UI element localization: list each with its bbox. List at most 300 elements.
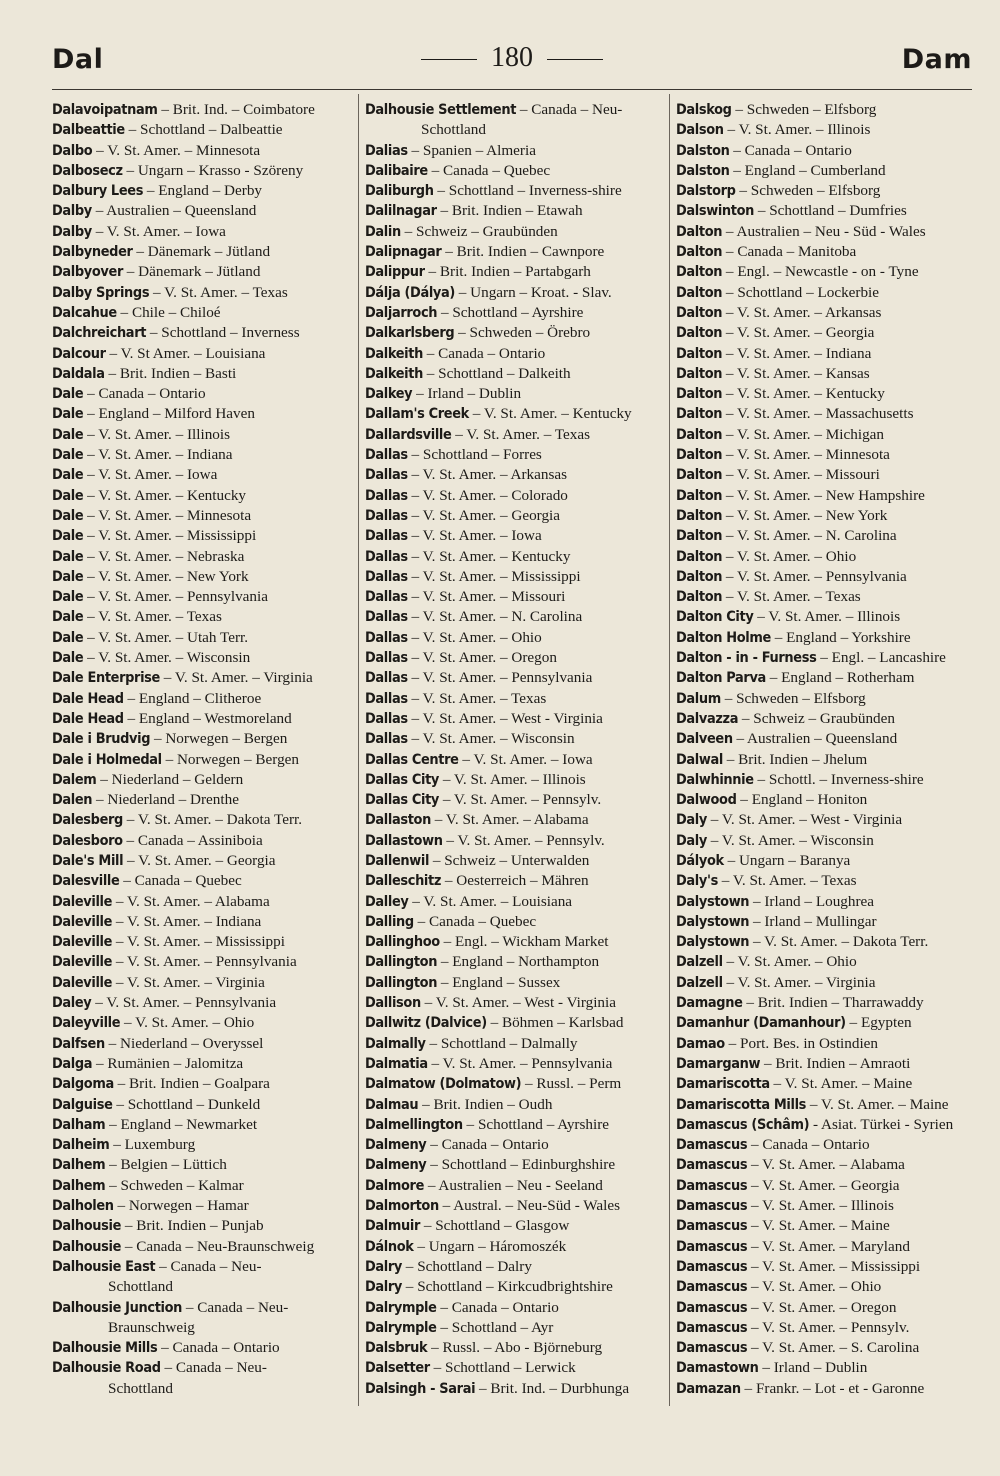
- entry-location: – V. St. Amer. – Utah Terr.: [83, 628, 249, 646]
- entry-location: – V. St. Amer. – Mississippi: [747, 1257, 921, 1275]
- entry-location: – Australien – Queensland: [91, 202, 257, 220]
- entry-location: – V. St. Amer. – Oregon: [747, 1298, 897, 1316]
- entry-headword: Dalzell: [676, 954, 723, 971]
- gazetteer-entry: [676, 912, 976, 932]
- entry-location: – Schottl. – Inverness-shire: [753, 770, 924, 788]
- entry-headword: Dale's Mill: [52, 852, 124, 869]
- entry-location: – England – Westmoreland: [123, 709, 292, 727]
- entry-headword: Dalton: [676, 304, 723, 321]
- entry-location: – Schweden – Elfsborg: [720, 689, 866, 707]
- gazetteer-entry: [676, 384, 976, 404]
- gazetteer-entry: [52, 465, 352, 485]
- entry-headword: Damascus: [676, 1218, 748, 1235]
- gazetteer-entry: [676, 1237, 976, 1257]
- gazetteer-entry: [676, 810, 976, 830]
- gazetteer-entry: [365, 547, 665, 567]
- entry-location: - Asiat. Türkei - Syrien: [809, 1115, 954, 1133]
- entry-location: – V. St. Amer. – Illinois: [753, 608, 901, 626]
- entry-headword: Dalbosecz: [52, 162, 123, 179]
- entry-location: – Schweden – Elfsborg: [731, 101, 877, 118]
- entry-location: – Dänemark – Jütland: [122, 263, 261, 281]
- entry-location: – Oesterreich – Mähren: [441, 872, 589, 890]
- entry-headword: Dalystown: [676, 934, 750, 951]
- gazetteer-entry: [52, 486, 352, 506]
- entry-headword: Dalcour: [52, 345, 106, 362]
- entry-location: – Canada – Ontario: [729, 141, 852, 159]
- entry-location: – Russl. – Abo - Björneburg: [427, 1339, 603, 1357]
- gazetteer-entry: [365, 404, 665, 424]
- entry-location: – V. St. Amer. – Texas: [149, 283, 288, 301]
- header-dash-right: [547, 59, 603, 61]
- entry-headword: Dalmatow (Dolmatow): [365, 1076, 522, 1093]
- entry-location: – Schottland – Lerwick: [429, 1359, 576, 1377]
- entry-location: – Schottland – Ayr: [436, 1318, 554, 1336]
- gazetteer-entry: [52, 932, 352, 952]
- entry-headword: Dale: [52, 467, 84, 484]
- entry-headword: Dallas Centre: [365, 751, 459, 768]
- gazetteer-entry: [365, 810, 665, 830]
- entry-headword: Dályok: [676, 852, 724, 869]
- entry-headword: Dale: [52, 629, 84, 646]
- entry-headword: Dalhousie Road: [52, 1360, 161, 1377]
- gazetteer-entry: [52, 973, 352, 993]
- header-dash-left: [421, 59, 477, 61]
- gazetteer-entry: [52, 810, 352, 830]
- entry-headword: Dalesboro: [52, 832, 123, 849]
- entry-headword: Dale: [52, 609, 84, 626]
- entry-location: – Schottland – Kirkcudbrightshire: [402, 1278, 613, 1296]
- gazetteer-entry: [676, 1074, 976, 1094]
- entry-headword: Dalton: [676, 244, 723, 261]
- gazetteer-entry: [52, 1054, 352, 1074]
- gazetteer-entry: [52, 770, 352, 790]
- entry-headword: Dálnok: [365, 1238, 414, 1255]
- entry-location: – V. St. Amer. – New York: [722, 506, 888, 524]
- entry-location: – Frankr. – Lot - et - Garonne: [740, 1379, 925, 1397]
- entry-location: – V. St. Amer. – Dakota Terr.: [749, 933, 929, 951]
- gazetteer-entry: [365, 526, 665, 546]
- gazetteer-entry: [676, 1054, 976, 1074]
- entry-location: – V. St. Amer. – N. Carolina: [722, 527, 897, 545]
- gazetteer-entry: [365, 1298, 665, 1318]
- gazetteer-entry: [676, 689, 976, 709]
- entry-headword: Dalswinton: [676, 203, 755, 220]
- entry-location: – England – Clitheroe: [123, 689, 262, 707]
- gazetteer-entry: [676, 1216, 976, 1236]
- entry-location: – V. St. Amer. – Oregon: [407, 649, 557, 667]
- entry-location: – Schweiz – Graubünden: [400, 222, 558, 240]
- gazetteer-entry: [52, 1034, 352, 1054]
- gazetteer-entry: [676, 993, 976, 1013]
- entry-location: – Brit. Indien – Etawah: [436, 202, 583, 220]
- entry-headword: Damascus: [676, 1258, 748, 1275]
- gazetteer-entry: [676, 1013, 976, 1033]
- gazetteer-entry: [365, 1358, 665, 1378]
- entry-location: – V. St. Amer. – West - Virginia: [407, 709, 603, 727]
- gazetteer-entry: [676, 222, 976, 242]
- entry-location: – Rumänien – Jalomitza: [92, 1054, 244, 1072]
- gazetteer-entry: [365, 607, 665, 627]
- entry-location: – Engl. – Lancashire: [816, 649, 946, 667]
- gazetteer-entry: [676, 851, 976, 871]
- gazetteer-entry: [365, 993, 665, 1013]
- entry-headword: Dalston: [676, 162, 730, 179]
- entry-location: – Brit. Ind. – Durbhunga: [475, 1379, 630, 1397]
- entry-headword: Dalstorp: [676, 183, 736, 200]
- entry-location: – Australien – Neu - Seeland: [424, 1176, 603, 1194]
- entry-headword: Dalby Springs: [52, 284, 150, 301]
- entry-location: – V. St. Amer. – Michigan: [722, 425, 884, 443]
- entry-headword: Dale: [52, 386, 84, 403]
- entry-location: – V. St. Amer. – Arkansas: [407, 466, 568, 484]
- entry-location: – V. St. Amer. – Maryland: [747, 1237, 910, 1255]
- gazetteer-entry: [365, 100, 665, 141]
- column-divider: [358, 94, 359, 1406]
- entry-headword: Dale Head: [52, 690, 124, 707]
- entry-location: – V. St. Amer. – Maine: [806, 1095, 949, 1113]
- entry-location: – Schottland – Glasgow: [420, 1217, 570, 1235]
- entry-location: – Brit. Indien – Jhelum: [722, 750, 868, 768]
- entry-location: – Böhmen – Karlsbad: [486, 1014, 624, 1032]
- entry-headword: Dalvazza: [676, 710, 739, 727]
- header-rule: [52, 89, 972, 90]
- entry-headword: Dalcahue: [52, 304, 117, 321]
- gazetteer-entry: [365, 283, 665, 303]
- gazetteer-entry: [52, 161, 352, 181]
- entry-headword: Daleville: [52, 974, 113, 991]
- entry-headword: Dalesville: [52, 873, 120, 890]
- gazetteer-entry: [676, 1257, 976, 1277]
- gazetteer-entry: [676, 1298, 976, 1318]
- entry-location: – Schottland – Edinburghshire: [426, 1156, 616, 1174]
- entry-headword: Dalton: [676, 568, 723, 585]
- entry-headword: Dalton: [676, 365, 723, 382]
- entry-headword: Dale: [52, 528, 84, 545]
- gazetteer-entry: [365, 445, 665, 465]
- gazetteer-entry: [676, 120, 976, 140]
- entry-headword: Dallas: [365, 528, 408, 545]
- entry-headword: Damastown: [676, 1360, 759, 1377]
- gazetteer-entry: [52, 1216, 352, 1236]
- gazetteer-entry: [676, 1196, 976, 1216]
- entry-headword: Dalley: [365, 893, 409, 910]
- entry-headword: Dalesberg: [52, 812, 123, 829]
- entry-location: – V. St. Amer. – Ohio: [722, 953, 857, 971]
- gazetteer-entry: [52, 912, 352, 932]
- page-number-block: [52, 42, 972, 74]
- gazetteer-entry: [52, 222, 352, 242]
- gazetteer-entry: [365, 465, 665, 485]
- gazetteer-entry: [365, 567, 665, 587]
- entry-location: – Canada – Neu-: [155, 1257, 262, 1275]
- entry-location: – Brit. Indien – Partabgarh: [424, 263, 591, 281]
- entry-location: – V. St. Amer. – Texas: [407, 689, 547, 707]
- gazetteer-entry: [365, 1196, 665, 1216]
- entry-headword: Daleyville: [52, 1015, 121, 1032]
- entry-headword: Dalmau: [365, 1096, 419, 1113]
- entry-headword: Dale: [52, 406, 84, 423]
- entry-location: – V. St. Amer. – Pennsylvania: [112, 953, 297, 971]
- entry-location: – V. St. Amer. – Pennsylv.: [747, 1318, 910, 1336]
- entry-location: – Schottland – Dalbeattie: [124, 121, 283, 139]
- entry-location: – V. St. Amer. – Texas: [717, 872, 857, 890]
- entry-headword: Damascus: [676, 1279, 748, 1296]
- entry-headword: Dallington: [365, 974, 438, 991]
- entry-location: – Niederland – Overyssel: [104, 1034, 264, 1052]
- entry-headword: Dalton: [676, 528, 723, 545]
- entry-headword: Dale: [52, 650, 84, 667]
- entry-headword: Dalfsen: [52, 1035, 105, 1052]
- entry-location: – Schottland – Dalmally: [425, 1034, 578, 1052]
- gazetteer-entry: [676, 750, 976, 770]
- gazetteer-entry: [365, 892, 665, 912]
- entry-headword: Dalum: [676, 690, 721, 707]
- gazetteer-entry: [52, 648, 352, 668]
- column-1: [52, 100, 352, 1399]
- gazetteer-entry: [52, 1135, 352, 1155]
- entry-headword: Dalskog: [676, 102, 732, 118]
- entry-location: – V. St. Amer. – Pennsylvania: [91, 994, 277, 1012]
- entry-location: – V. St. Amer. – Wisconsin: [83, 649, 251, 667]
- entry-headword: Dalsingh - Sarai: [365, 1380, 476, 1397]
- gazetteer-entry: [52, 242, 352, 262]
- entry-location: – Ungarn – Háromoszék: [413, 1237, 567, 1255]
- entry-location: – V. St. Amer. – Ohio: [722, 547, 857, 565]
- entry-location: – V. St. Amer. – Georgia: [407, 506, 561, 524]
- entry-headword: Dallas: [365, 467, 408, 484]
- entry-location: – V. St. Amer. – Iowa: [458, 750, 593, 768]
- entry-headword: Damascus (Schâm): [676, 1116, 810, 1133]
- gazetteer-entry: [52, 1095, 352, 1115]
- entry-headword: Dale: [52, 589, 84, 606]
- entry-headword: Damascus: [676, 1137, 748, 1154]
- entry-location: – Schweiz – Graubünden: [738, 709, 895, 727]
- entry-location: – V. St. Amer. – Alabama: [747, 1156, 905, 1174]
- gazetteer-entry: [52, 952, 352, 972]
- entry-location: – V. St. Amer. – Virginia: [159, 669, 313, 687]
- entry-headword: Dálja (Dálya): [365, 284, 455, 301]
- gazetteer-entry: [52, 262, 352, 282]
- gazetteer-entry: [676, 344, 976, 364]
- entry-location: – V. St. Amer. – New Hampshire: [722, 486, 925, 504]
- entry-location: – Norwegen – Hamar: [113, 1197, 249, 1215]
- entry-location: – Austral. – Neu-Süd - Wales: [438, 1197, 621, 1215]
- entry-location: – V. St. Amer. – Dakota Terr.: [122, 811, 303, 829]
- entry-headword: Dalton: [676, 264, 723, 281]
- entry-headword: Dalhousie: [52, 1218, 122, 1235]
- entry-headword: Dalbeattie: [52, 122, 125, 139]
- entry-headword: Dalhousie East: [52, 1258, 156, 1275]
- entry-location: – V. St. Amer. – Illinois: [83, 425, 231, 443]
- entry-location: – Canada – Ontario: [436, 1298, 559, 1316]
- entry-headword: Dalga: [52, 1055, 93, 1072]
- entry-headword: Daly: [676, 832, 707, 849]
- gazetteer-entry: [52, 344, 352, 364]
- entry-headword: Dalkey: [365, 386, 413, 403]
- gazetteer-entry: [52, 607, 352, 627]
- gazetteer-entry: [52, 1013, 352, 1033]
- gazetteer-entry: [676, 973, 976, 993]
- entry-headword: Damascus: [676, 1177, 748, 1194]
- entry-headword: Dalwhinnie: [676, 771, 754, 788]
- gazetteer-entry: [676, 161, 976, 181]
- gazetteer-entry: [676, 1379, 976, 1399]
- entry-location: – England – Milford Haven: [83, 405, 255, 423]
- gazetteer-entry: [676, 607, 976, 627]
- entry-location: – Port. Bes. in Ostindien: [724, 1034, 879, 1052]
- gazetteer-entry: [52, 303, 352, 323]
- entry-headword: Dalias: [365, 142, 408, 159]
- running-head-right: Dam: [901, 44, 972, 75]
- gazetteer-entry: [365, 222, 665, 242]
- gazetteer-entry: [365, 323, 665, 343]
- entry-headword: Dalton: [676, 467, 723, 484]
- entry-location: – V. St. Amer. – Kentucky: [83, 486, 247, 504]
- gazetteer-entry: [676, 1277, 976, 1297]
- entry-continuation: Braunschweig: [108, 1318, 195, 1336]
- entry-headword: Dale: [52, 447, 84, 464]
- entry-headword: Dalipnagar: [365, 244, 442, 261]
- entry-headword: Dallas: [365, 690, 408, 707]
- gazetteer-entry: [365, 1237, 665, 1257]
- gazetteer-entry: [676, 262, 976, 282]
- entry-headword: Daleville: [52, 934, 113, 951]
- gazetteer-entry: [365, 689, 665, 709]
- entry-headword: Dalbury Lees: [52, 183, 144, 200]
- gazetteer-entry: [365, 486, 665, 506]
- gazetteer-entry: [365, 141, 665, 161]
- entry-location: – V. St. Amer. – Nebraska: [83, 547, 245, 565]
- entry-location: – Niederland – Drenthe: [92, 791, 239, 809]
- entry-location: – Dänemark – Jütland: [132, 243, 271, 261]
- gazetteer-entry: [676, 486, 976, 506]
- entry-headword: Dalton Parva: [676, 670, 766, 687]
- gazetteer-entry: [365, 425, 665, 445]
- entry-headword: Dalibaire: [365, 162, 428, 179]
- gazetteer-entry: [365, 912, 665, 932]
- entry-location: – V. St. Amer. – Colorado: [407, 486, 568, 504]
- entry-headword: Damascus: [676, 1157, 748, 1174]
- entry-headword: Dalton: [676, 447, 723, 464]
- gazetteer-entry: [52, 628, 352, 648]
- entry-location: – V. St. Amer. – Indiana: [83, 446, 233, 464]
- entry-headword: Daleville: [52, 954, 113, 971]
- gazetteer-entry: [676, 790, 976, 810]
- entry-headword: Dallinghoo: [365, 934, 440, 951]
- entry-location: – V. St. Amer. – Pennsylvania: [722, 567, 907, 585]
- gazetteer-entry: [365, 1338, 665, 1358]
- entry-location: – Niederland – Geldern: [96, 770, 244, 788]
- entry-headword: Dalton: [676, 325, 723, 342]
- entry-headword: Dallas: [365, 548, 408, 565]
- entry-headword: Dalin: [365, 223, 401, 240]
- entry-location: – Norwegen – Bergen: [150, 730, 288, 748]
- entry-location: – Canada – Assiniboia: [122, 831, 263, 849]
- gazetteer-entry: [52, 1298, 352, 1339]
- entry-location: – Schottland – Dalkeith: [422, 364, 571, 382]
- entry-headword: Dale: [52, 426, 84, 443]
- gazetteer-entry: [52, 201, 352, 221]
- entry-headword: Dalkeith: [365, 345, 423, 362]
- entry-location: – V. St. Amer. – West - Virginia: [420, 994, 616, 1012]
- gazetteer-entry: [676, 952, 976, 972]
- gazetteer-entry: [365, 1257, 665, 1277]
- gazetteer-entry: [676, 404, 976, 424]
- entry-headword: Dalzell: [676, 974, 723, 991]
- entry-headword: Damascus: [676, 1319, 748, 1336]
- entry-headword: Dallison: [365, 995, 421, 1012]
- entry-headword: Dalry: [365, 1279, 402, 1296]
- entry-location: – Irland – Loughrea: [749, 892, 875, 910]
- gazetteer-entry: [676, 1318, 976, 1338]
- gazetteer-entry: [365, 750, 665, 770]
- entry-location: – V. St. Amer. – Kentucky: [468, 405, 632, 423]
- entry-location: – V. St. Amer. – Minnesota: [722, 446, 890, 464]
- gazetteer-entry: [365, 770, 665, 790]
- entry-location: – Belgien – Lüttich: [105, 1156, 227, 1174]
- entry-location: – England – Sussex: [437, 973, 561, 991]
- entry-headword: Damascus: [676, 1198, 748, 1215]
- entry-headword: Damascus: [676, 1299, 748, 1316]
- entry-location: – Brit. Indien – Amraoti: [760, 1054, 911, 1072]
- entry-headword: Dalmeny: [365, 1157, 427, 1174]
- entry-location: – Brit. Indien – Tharrawaddy: [742, 994, 924, 1012]
- entry-headword: Dale: [52, 487, 84, 504]
- entry-headword: Dalveen: [676, 731, 733, 748]
- gazetteer-entry: [676, 892, 976, 912]
- entry-location: – Canada – Ontario: [157, 1339, 280, 1357]
- gazetteer-entry: [676, 1176, 976, 1196]
- entry-location: – Australien – Neu - Süd - Wales: [722, 222, 926, 240]
- entry-location: – V. St. Amer. – Iowa: [91, 222, 226, 240]
- entry-headword: Dalhem: [52, 1157, 106, 1174]
- entry-location: – Brit. Ind. – Coimbatore: [157, 101, 315, 118]
- entry-location: – Russl. – Perm: [521, 1075, 622, 1093]
- gazetteer-entry: [676, 100, 976, 120]
- gazetteer-entry: [676, 1155, 976, 1175]
- entry-headword: Daldala: [52, 365, 105, 382]
- entry-headword: Dalleschitz: [365, 873, 442, 890]
- entry-location: – V. St. Amer. – Illinois: [747, 1197, 894, 1215]
- entry-location: – V. St. Amer. – Georgia: [747, 1176, 900, 1194]
- entry-headword: Dalton: [676, 548, 723, 565]
- gazetteer-entry: [52, 283, 352, 303]
- entry-location: – V. St. Amer. – Indiana: [722, 344, 872, 362]
- entry-headword: Dalrymple: [365, 1319, 437, 1336]
- entry-location: – V. St. Amer. – Arkansas: [722, 303, 882, 321]
- gazetteer-entry: [365, 851, 665, 871]
- entry-headword: Dalrymple: [365, 1299, 437, 1316]
- entry-location: – Canada – Neu-Braunschweig: [121, 1237, 315, 1255]
- entry-headword: Dalby: [52, 223, 92, 240]
- gazetteer-entry: [676, 465, 976, 485]
- entry-location: – V. St. Amer. – Missouri: [722, 466, 880, 484]
- entry-headword: Dalton: [676, 406, 723, 423]
- gazetteer-entry: [365, 1074, 665, 1094]
- entry-headword: Daly's: [676, 873, 718, 890]
- gazetteer-entry: [676, 871, 976, 891]
- entry-headword: Dalhousie Settlement: [365, 102, 517, 118]
- entry-headword: Daljarroch: [365, 304, 438, 321]
- entry-headword: Dalton: [676, 345, 723, 362]
- gazetteer-entry: [52, 181, 352, 201]
- gazetteer-entry: [365, 1216, 665, 1236]
- gazetteer-entry: [365, 709, 665, 729]
- entry-headword: Dale Enterprise: [52, 670, 160, 687]
- entry-headword: Dalry: [365, 1258, 402, 1275]
- entry-location: – V. St. Amer. – Wisconsin: [706, 831, 874, 849]
- entry-headword: Dalmorton: [365, 1198, 439, 1215]
